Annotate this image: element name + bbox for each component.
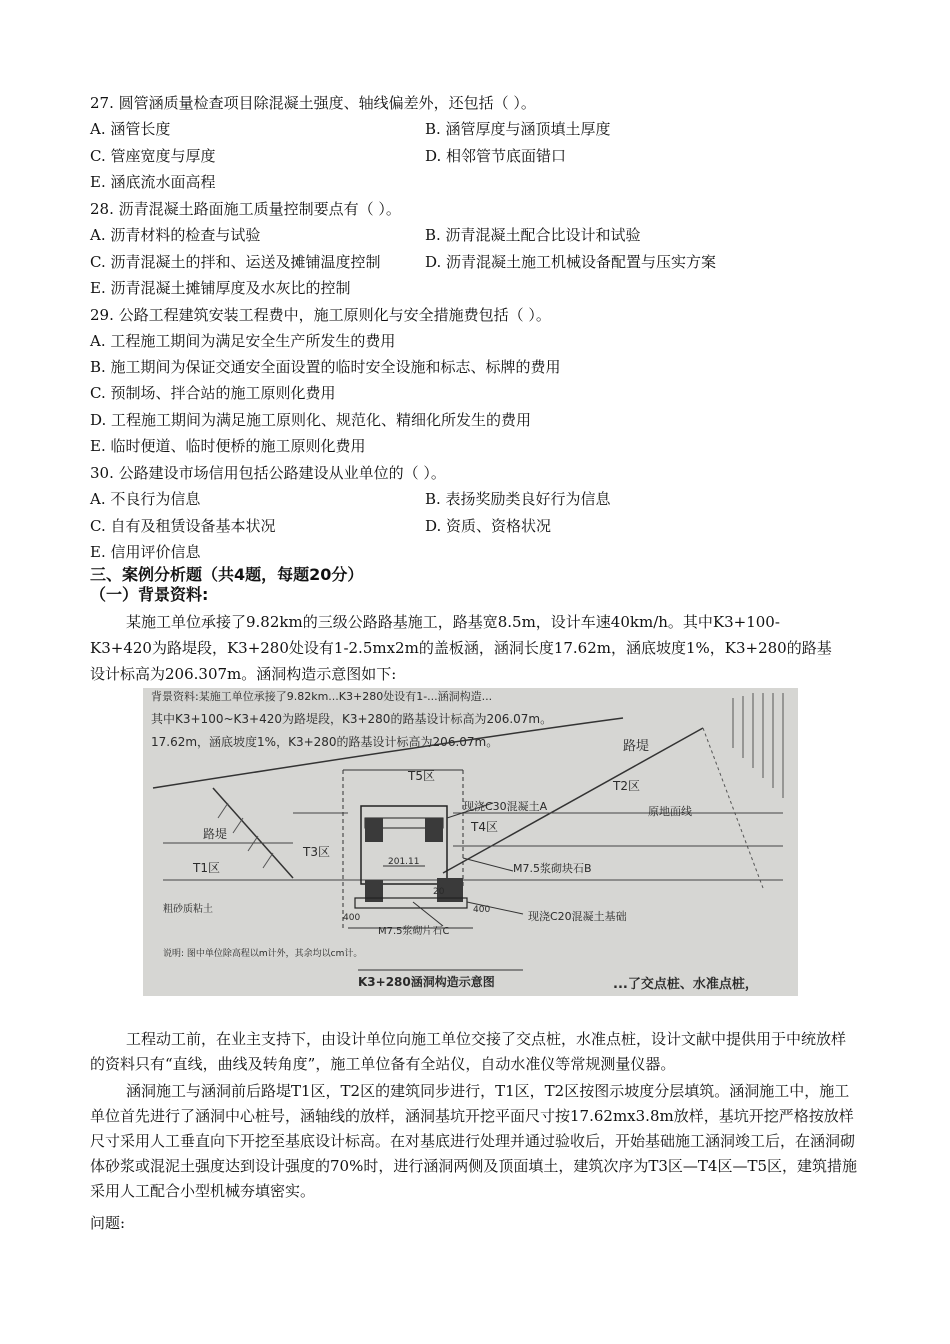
label-ground-line: 原地面线 <box>648 805 692 818</box>
option-27-b: B. 涵管厚度与涵顶填土厚度 <box>425 120 611 138</box>
option-27-c: C. 管座宽度与厚度 <box>90 147 216 165</box>
question-label: 问题: <box>90 1214 126 1232</box>
option-28-b: B. 沥青混凝土配合比设计和试验 <box>425 226 641 244</box>
option-28-d: D. 沥青混凝土施工机械设备配置与压实方案 <box>425 253 717 271</box>
option-27-a: A. 涵管长度 <box>90 120 171 138</box>
label-soil: 粗砂质粘土 <box>163 904 213 915</box>
background-paragraph-3: 涵洞施工与涵洞前后路堤T1区，T2区的建筑同步进行，T1区，T2区按图示坡度分层填筑。涵洞施工中，施工单位首先进行了涵洞中心桩号，涵轴线的放样，涵洞基坑开挖平面尺寸按17.62mx3.8m放样，基坑开挖严格按放样尺寸采用人工垂直向下开挖至基底设计标高。在对基底进行处理并通过验收后，开始基础施工涵洞竣工后，在涵洞砌体砂浆或混泥土强度达到设计强度的70%时，进行涵洞两侧及顶面填土，建筑次序为T3区—T4区—T5区，建筑措施采用人工配合小型机械夯填密实。 <box>90 1082 857 1200</box>
abutment-right-top <box>425 818 443 842</box>
option-30-c: C. 自有及租赁设备基本状况 <box>90 517 276 535</box>
section-subtitle: （一）背景资料: <box>90 585 209 604</box>
option-29-d: D. 工程施工期间为满足施工原则化、规范化、精细化所发生的费用 <box>90 411 532 429</box>
option-30-a: A. 不良行为信息 <box>90 490 201 508</box>
option-29-b: B. 施工期间为保证交通安全面设置的临时安全设施和标志、标牌的费用 <box>90 358 561 376</box>
figure-note: 说明: 图中单位除高程以m计外，其余均以cm计。 <box>163 949 363 959</box>
label-material-a: 现浇C30混凝土A <box>463 800 548 813</box>
option-29-c: C. 预制场、拌合站的施工原则化费用 <box>90 384 336 402</box>
background-line-2: K3+420为路堤段，K3+280处设有1-2.5mx2m的盖板涵，涵洞长度17.62m，涵底坡度1%，K3+280的路基 <box>90 639 832 657</box>
abutment-left-bottom <box>365 880 383 902</box>
label-elevation: 201.11 <box>388 857 420 867</box>
section-title: 三、案例分析题（共4题，每题20分） <box>90 565 364 584</box>
option-28-c: C. 沥青混凝土的拌和、运送及摊铺温度控制 <box>90 253 381 271</box>
label-road-right: 路堤 <box>623 739 650 754</box>
option-29-a: A. 工程施工期间为满足安全生产所发生的费用 <box>90 332 396 350</box>
label-road-left: 路堤 <box>203 827 228 841</box>
option-27-e: E. 涵底流水面高程 <box>90 173 216 191</box>
question-28-stem: 28. 沥青混凝土路面施工质量控制要点有（ ）。 <box>90 200 401 218</box>
label-t3: T3区 <box>303 845 330 859</box>
label-material-c: M7.5浆砌片石C <box>378 926 450 937</box>
question-30-stem: 30. 公路建设市场信用包括公路建设从业单位的（ ）。 <box>90 464 446 482</box>
figure-caption: K3+280涵洞构造示意图 <box>358 975 495 989</box>
label-dim-2: 400 <box>473 905 491 915</box>
label-t5: T5区 <box>408 769 435 783</box>
question-29-stem: 29. 公路工程建筑安装工程费中，施工原则化与安全措施费包括（ ）。 <box>90 306 551 324</box>
abutment-left-top <box>365 818 383 842</box>
option-30-b: B. 表扬奖励类良好行为信息 <box>425 490 611 508</box>
option-28-e: E. 沥青混凝土摊铺厚度及水灰比的控制 <box>90 279 351 297</box>
question-27-stem: 27. 圆管涵质量检查项目除混凝土强度、轴线偏差外，还包括（ ）。 <box>90 94 536 112</box>
option-28-a: A. 沥青材料的检查与试验 <box>90 226 261 244</box>
option-27-d: D. 相邻管节底面错口 <box>425 147 567 165</box>
option-30-e: E. 信用评价信息 <box>90 543 201 561</box>
option-30-d: D. 资质、资格状况 <box>425 517 552 535</box>
figure-top-text-3: 17.62m，涵底坡度1%，K3+280的路基设计标高为206.07m。 <box>151 735 499 749</box>
background-paragraph-2: 工程动工前，在业主支持下，由设计单位向施工单位交接了交点桩，水准点桩，设计文献中提供用于中统放样的资料只有“直线，曲线及转角度”，施工单位备有全站仪，自动水准仪等常规测量仪器。 <box>90 1030 847 1073</box>
background-line-3: 设计标高为206.307m。涵洞构造示意图如下: <box>90 665 397 683</box>
background-line-1: 某施工单位承接了9.82km的三级公路路基施工，路基宽8.5m，设计车速40km/h。其中K3+100- <box>126 613 780 631</box>
label-material-d: 现浇C20混凝土基础 <box>528 910 627 923</box>
label-t2: T2区 <box>613 779 640 793</box>
figure-top-text-1: 背景资料:某施工单位承接了9.82km...K3+280处设有1-...涵洞构造... <box>151 690 493 703</box>
option-29-e: E. 临时便道、临时便桥的施工原则化费用 <box>90 437 366 455</box>
figure-bottom-text: ...了交点桩、水准点桩， <box>613 977 758 992</box>
label-dim-1: 400 <box>343 913 361 923</box>
label-material-b: M7.5浆砌块石B <box>513 862 592 875</box>
label-dim-3: 20 <box>433 887 445 897</box>
figure-top-text-2: 其中K3+100~K3+420为路堤段，K3+280的路基设计标高为206.07m。 <box>151 712 553 726</box>
culvert-diagram <box>143 688 798 996</box>
label-t4: T4区 <box>471 820 498 834</box>
label-t1: T1区 <box>193 861 220 875</box>
